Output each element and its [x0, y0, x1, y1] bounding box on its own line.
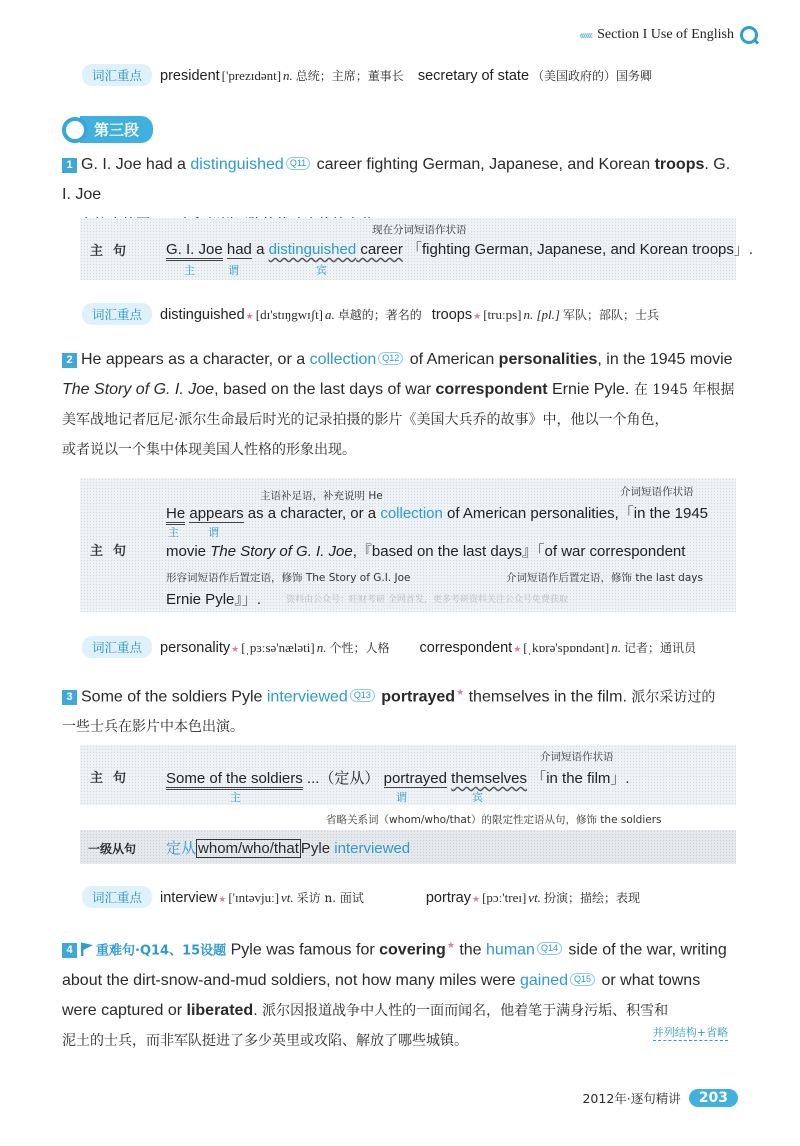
subordinate-clause	[166, 837, 410, 858]
text: or what towns	[597, 972, 701, 990]
star-icon: ★	[446, 940, 455, 950]
keyword: collection	[380, 505, 443, 522]
text: of American	[405, 351, 499, 368]
object: career	[356, 241, 403, 258]
structure-tag: 并列结构+省略	[652, 1026, 728, 1039]
annotation: 省略关系词（whom/who/that）的限定性定语从句，修饰 the soldiers	[326, 814, 662, 826]
main-clause	[166, 238, 753, 259]
vocab-word: personality	[160, 640, 231, 656]
bold-word: portrayed	[381, 688, 456, 706]
phonetic: [pɔː'treɪ]	[482, 890, 527, 905]
star-icon: ★	[231, 644, 240, 654]
text: about the dirt-snow-and-mud soldiers, not how many miles were	[62, 972, 520, 990]
bold-word: covering	[379, 941, 446, 959]
definition: 卓越的；著名的	[337, 308, 422, 322]
question-tag: Q11	[286, 157, 310, 170]
adverbial: 「fighting German, Japanese, and Korean troops」.	[407, 241, 754, 258]
vocab-row-2	[82, 636, 696, 658]
text: He appears as a character, or a	[81, 351, 310, 368]
relative-word: whom/who/that	[198, 840, 299, 857]
section-heading-label: 第三段	[80, 116, 153, 143]
text: side of the war, writing	[563, 941, 727, 959]
predicate: appears	[189, 505, 244, 522]
analysis-box-1	[80, 218, 754, 280]
phonetic: [ˌpɜːsə'næləti]	[241, 640, 315, 655]
text: movie	[166, 543, 211, 560]
page-footer	[582, 1089, 738, 1107]
keyword: gained	[519, 972, 569, 990]
text: Ernie Pyle.	[547, 381, 630, 398]
sentence-4	[62, 930, 738, 1056]
box-label: 主句	[90, 244, 137, 259]
text: Pyle	[300, 840, 331, 857]
bold-word: liberated	[186, 1002, 254, 1020]
translation: 美军战地记者厄尼·派尔生命最后时光的记录拍摄的影片《美国大兵乔的故事》中，他以一个角色，	[62, 412, 669, 428]
text: ...（定从）	[306, 770, 380, 787]
definition: 总统；主席；董事长	[295, 69, 404, 83]
definition: 军队；部队；士兵	[562, 308, 659, 322]
watermark-text: 资料由公众号：旺财考研 全网首发，更多考研资料关注公众号免费获取	[286, 595, 568, 605]
sentence-number: 4	[62, 943, 77, 958]
keyword: distinguished	[268, 241, 357, 258]
vocab-word: president	[160, 68, 220, 84]
main-clause	[166, 767, 630, 788]
subject: Some of the soldiers	[166, 770, 303, 790]
sentence-3	[62, 677, 738, 742]
star-icon: ★	[473, 311, 482, 321]
pos: vt.	[281, 890, 294, 905]
movie-title: The Story of G. I. Joe	[62, 381, 215, 398]
box-label: 主句	[90, 771, 137, 786]
question-tag: Q14	[537, 942, 562, 955]
role-object: 宾	[472, 791, 483, 804]
object: themselves	[451, 770, 528, 787]
subordinate-clause-box	[80, 830, 736, 864]
role-predicate: 谓	[208, 526, 219, 539]
text: Pyle was famous for	[226, 941, 380, 959]
vocab-row-1	[82, 303, 659, 325]
keyword: human	[486, 941, 535, 959]
translation: 一些士兵在影片中本色出演。	[62, 719, 244, 736]
vocab-row-3	[82, 886, 640, 908]
role-subject: 主	[184, 264, 195, 277]
pos: n. [pl.]	[523, 307, 560, 322]
text: of American personalities,「in the 1945	[442, 505, 709, 522]
q-logo-icon	[740, 26, 758, 44]
question-tag: Q13	[350, 689, 375, 702]
translation: 在 1945 年根据	[633, 382, 735, 398]
vocab-word: portray	[425, 890, 471, 906]
pos: n.	[611, 640, 621, 655]
pos: n.	[283, 68, 293, 83]
phonetic: [truːps]	[483, 307, 522, 322]
pos: a.	[325, 307, 335, 322]
text: , in the 1945 movie	[597, 351, 733, 368]
vocab-tag: 词汇重点	[82, 303, 152, 325]
arrows-icon: ‹‹‹‹‹‹	[579, 28, 592, 42]
role-object: 宾	[316, 264, 327, 277]
analysis-box-2	[80, 478, 736, 612]
pos: n.	[316, 640, 327, 655]
vocab-tag: 词汇重点	[82, 886, 152, 908]
translation: 派尔采访过的	[631, 689, 716, 706]
clause-type: 定从	[166, 840, 197, 857]
role-predicate: 谓	[396, 791, 407, 804]
pos: vt.	[528, 890, 541, 905]
annotation: 主语补足语，补充说明 He	[260, 490, 383, 502]
definition: 记者；通讯员	[624, 641, 697, 655]
section-heading	[62, 116, 153, 143]
star-icon: ★	[472, 894, 481, 904]
keyword: interviewed	[266, 688, 348, 706]
q-circle-icon	[62, 117, 88, 143]
phonetic: ['prezɪdənt]	[221, 68, 282, 83]
text: as a character, or a	[243, 505, 381, 522]
text: G. I. Joe had a	[81, 156, 191, 173]
text: ,『based on the last days』「of war correspondent	[352, 543, 686, 560]
subject: G. I. Joe	[166, 241, 223, 261]
text: Some of the soldiers Pyle	[81, 688, 267, 706]
subject: He	[166, 505, 185, 525]
question-tag: Q12	[378, 352, 403, 365]
running-header	[579, 26, 758, 44]
star-icon: ★	[218, 894, 227, 904]
annotation: 现在分词短语作状语	[372, 224, 467, 236]
star-icon: ★	[456, 687, 465, 697]
question-tag: Q15	[570, 973, 595, 986]
text: themselves in the film.	[464, 688, 627, 706]
keyword: distinguished	[190, 156, 284, 173]
difficulty-tag: 重难句·Q14、15设题	[96, 943, 227, 959]
vocab-word: troops	[431, 307, 473, 323]
bold-word: correspondent	[435, 381, 548, 398]
vocab-tag: 词汇重点	[82, 64, 152, 86]
adverbial: 「in the film」.	[531, 770, 630, 787]
role-subject: 主	[230, 791, 241, 804]
definition: 采访 n. 面试	[296, 891, 364, 905]
annotation: 介词短语作状语	[540, 751, 614, 763]
phonetic: [ˌkɒrə'spɒndənt]	[523, 640, 610, 655]
text: were captured or	[62, 1002, 187, 1020]
text: career fighting German, Japanese, and Korean	[312, 156, 655, 173]
section-title-header: Section I Use of English	[597, 27, 734, 42]
main-clause-line-1	[166, 502, 708, 523]
predicate: portrayed	[383, 770, 447, 787]
vocab-word: correspondent	[419, 640, 513, 656]
box-label: 主句	[90, 544, 137, 559]
definition: 扮演；描绘；表现	[543, 891, 640, 905]
vocab-word: interview	[160, 890, 218, 906]
annotation: 介词短语作后置定语，修饰 the last days	[506, 572, 703, 584]
main-clause-line-2	[166, 540, 685, 561]
definition: 个性；人格	[329, 641, 390, 655]
role-subject: 主	[168, 526, 179, 539]
star-icon: ★	[245, 311, 254, 321]
annotation: 形容词短语作后置定语，修饰 The Story of G.I. Joe	[166, 572, 411, 584]
definition: （美国政府的）国务卿	[532, 69, 653, 83]
box-label: 一级从句	[88, 842, 137, 856]
vocab-tag: 词汇重点	[82, 636, 152, 658]
vocab-row-top	[82, 64, 652, 86]
analysis-box-3	[80, 745, 736, 805]
sentence-2	[62, 345, 738, 465]
sentence-number: 1	[62, 158, 77, 173]
translation: 派尔因报道战争中人性的一面而闻名，他着笔于满身污垢、积雪和	[262, 1003, 669, 1020]
sentence-number: 2	[62, 353, 77, 368]
vocab-word: distinguished	[160, 307, 245, 323]
sentence-number: 3	[62, 690, 77, 705]
text: . G. I. Joe	[62, 156, 731, 203]
flag-icon	[81, 942, 93, 956]
translation: 泥土的士兵，而非军队挺进了多少英里或攻陷、解放了哪些城镇。	[62, 1033, 468, 1050]
vocab-word: secretary of state	[417, 68, 530, 84]
phonetic: ['ɪntəvjuː]	[228, 890, 280, 905]
text: , based on the last days of war	[214, 381, 436, 398]
movie-title: The Story of G. I. Joe	[210, 543, 353, 560]
predicate: had	[226, 241, 252, 258]
role-predicate: 谓	[228, 264, 239, 277]
star-icon: ★	[513, 644, 522, 654]
text: a	[256, 241, 269, 258]
annotation: 介词短语作状语	[620, 486, 694, 498]
translation: 或者说以一个集中体现美国人性格的形象出现。	[62, 442, 356, 458]
keyword: interviewed	[334, 840, 411, 857]
page-number: 203	[689, 1089, 738, 1107]
text: the	[454, 941, 487, 959]
bold-word: personalities	[498, 351, 598, 368]
text: .	[253, 1002, 258, 1020]
bold-word: troops	[654, 156, 705, 173]
phonetic: [dɪ'stɪŋgwɪʃt]	[255, 307, 324, 322]
keyword: collection	[309, 351, 377, 368]
main-clause-line-3: Ernie Pyle』」.	[166, 591, 262, 608]
footer-label: 2012年·逐句精讲	[582, 1091, 681, 1106]
